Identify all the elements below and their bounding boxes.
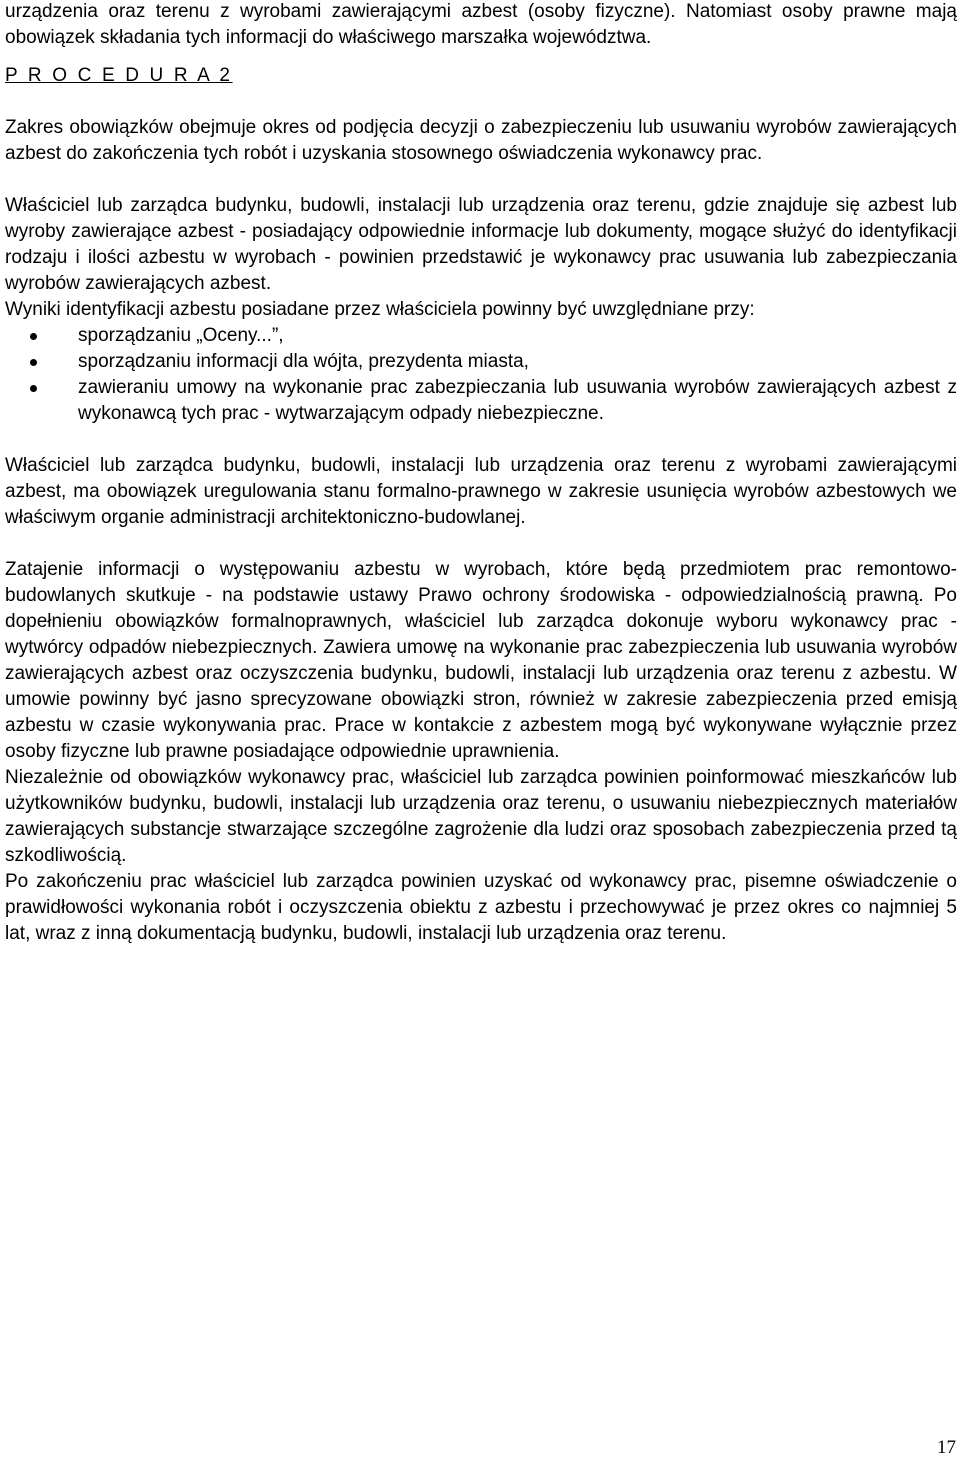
- list-item-text: sporządzaniu informacji dla wójta, prezydenta miasta,: [78, 351, 529, 372]
- page-number: 17: [937, 1437, 956, 1458]
- bullet-icon: [30, 333, 37, 340]
- list-item: [5, 323, 957, 349]
- regulation-paragraph: Właściciel lub zarządca budynku, budowli, instalacji lub urządzenia oraz terenu z wyrobami zawierającymi azbest, ma obowiązek uregulowania stanu formalno-prawnego w zakresie usunięcia wyrobów azbestowych we właściwym organie administracji architektoniczno-budowlanej.: [5, 455, 957, 528]
- list-item: [5, 349, 957, 375]
- completion-paragraph: Po zakończeniu prac właściciel lub zarządca powinien uzyskać od wykonawcy prac, pisemne oświadczenie o prawidłowości wykonania robót i oczyszczenia obiektu z azbestu i przechowywać je przez okres co najmniej 5 lat, wraz z inną dokumentacją budynku, budowli, instalacji lub urządzenia oraz terenu.: [5, 871, 957, 944]
- procedure-heading: P R O C E D U R A 2: [5, 65, 233, 86]
- document-page: [5, 0, 957, 947]
- list-item-text: zawieraniu umowy na wykonanie prac zabezpieczania lub usuwania wyrobów zawierających azbest z wykonawcą tych prac - wytwarzającym odpady niebezpieczne.: [78, 377, 957, 424]
- concealment-paragraph: Zatajenie informacji o występowaniu azbestu w wyrobach, które będą przedmiotem prac remontowo-budowlanych skutkuje - na podstawie ustawy Prawo ochrony środowiska - odpowiedzialnością prawną. Po dopełnieniu obowiązków formalnoprawnych, właściciel lub zarządca dokonuje wyboru wykonawcy prac - wytwórcy odpadów niebezpiecznych. Zawiera umowę na wykonanie prac zabezpieczenia lub usuwania wyrobów zawierających azbest oraz oczyszczenia budynku, budowli, instalacji lub urządzenia oraz terenu z azbestu. W umowie powinny być jasno sprecyzowane obowiązki stron, również w zakresie zabezpieczenia przed emisją azbestu w czasie wykonywania prac. Prace w kontakcie z azbestem mogą być wykonywane wyłącznie przez osoby fizyczne lub prawne posiadające odpowiednie uprawnienia.: [5, 559, 957, 762]
- owner-paragraph: Właściciel lub zarządca budynku, budowli, instalacji lub urządzenia oraz terenu, gdzie znajduje się azbest lub wyroby zawierające azbest - posiadający odpowiednie informacje lub dokumenty, mogące służyć do identyfikacji rodzaju i ilości azbestu w wyrobach - powinien przedstawić je wykonawcy prac usuwania lub zabezpieczania wyrobów zawierających azbest.: [5, 195, 957, 294]
- bullet-icon: [30, 359, 37, 366]
- inform-paragraph: Niezależnie od obowiązków wykonawcy prac, właściciel lub zarządca powinien poinformować mieszkańców lub użytkowników budynku, budowli, instalacji lub urządzenia oraz terenu, o usuwaniu niebezpiecznych materiałów zawierających substancje stwarzające szczególne zagrożenie dla ludzi oraz sposobach zabezpieczenia przed tą szkodliwością.: [5, 767, 957, 866]
- continuation-paragraph: urządzenia oraz terenu z wyrobami zawierającymi azbest (osoby fizyczne). Natomiast osoby prawne mają obowiązek składania tych informacji do właściwego marszałka województwa.: [5, 1, 957, 48]
- list-item-text: sporządzaniu „Oceny...”,: [78, 325, 284, 346]
- results-intro: Wyniki identyfikacji azbestu posiadane przez właściciela powinny być uwzględniane przy:: [5, 299, 755, 320]
- bullet-list: [5, 323, 957, 427]
- scope-paragraph: Zakres obowiązków obejmuje okres od podjęcia decyzji o zabezpieczeniu lub usuwaniu wyrobów zawierających azbest do zakończenia tych robót i uzyskania stosownego oświadczenia wykonawcy prac.: [5, 117, 957, 164]
- bullet-icon: [30, 385, 37, 392]
- list-item: [5, 375, 957, 427]
